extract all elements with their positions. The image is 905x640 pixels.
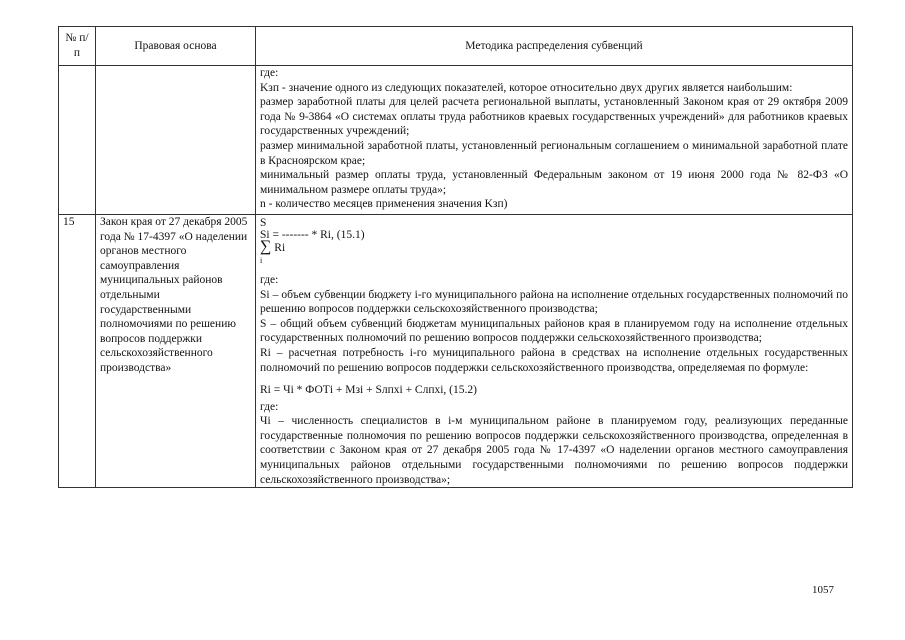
row-number: 15	[59, 214, 96, 487]
definition-s: S – общий объем субвенций бюджетам муниципальных районов края в планируемом году на исполнение отдельных государственных полномочий по решению вопросов поддержки сельскохозяйственного производства;	[260, 317, 848, 345]
cont-line: n - количество месяцев применения значения Kзп)	[260, 198, 508, 211]
definition-si: Si – объем субвенции бюджету i-го муниципального района на исполнение отдельных государственных полномочий по решению вопросов поддержки сельскохозяйственного производства;	[260, 288, 848, 316]
sum-index: i	[260, 255, 263, 265]
cont-line: Kзп - значение одного из следующих показателей, которое относительно двух других является наибольшим:	[260, 81, 793, 94]
table-row-continued	[59, 66, 853, 215]
method-cell	[256, 214, 853, 487]
where-label: где:	[260, 273, 279, 286]
table-row-15	[59, 214, 853, 487]
formula-numerator: S	[260, 216, 267, 229]
cont-number-cell	[59, 66, 96, 215]
cont-method-cell	[256, 66, 853, 215]
where-label-2: где:	[260, 400, 279, 413]
formula-main: Si = ------- * Ri, (15.1)	[260, 228, 365, 241]
formula-15-2: Ri = Чi * ФОТi + Мзi + Sлпхi + Cлпхi, (15.2)	[260, 384, 477, 397]
cont-line: размер заработной платы для целей расчета региональной выплаты, установленный Законом края от 29 октября 2009 года № 9-3864 «О системах оплаты труда работников краевых государственных учреждений» для работников краевых государственных учреждений;	[260, 96, 848, 138]
sum-symbol: ∑	[260, 237, 272, 255]
formula-denominator	[260, 237, 848, 267]
denominator-text: Ri	[274, 241, 286, 254]
cont-basis-cell	[96, 66, 256, 215]
header-legal-basis: Правовая основа	[96, 27, 256, 66]
formula-15-1	[260, 217, 848, 267]
table-header-row	[59, 27, 853, 66]
header-method: Методика распределения субвенций	[256, 27, 853, 66]
definition-chi: Чi – численность специалистов в i-м муниципальном районе в планируемом году, реализующих переданные государственные полномочия по решению вопросов поддержки сельскохозяйственного производства, определенная в соответствии с Законом края от 27 декабря 2005 года № 17-4397 «О наделении органов местного самоуправления муниципальных районов отдельными государственными полномочиями по решению вопросов поддержки сельскохозяйственного производства»;	[260, 415, 848, 486]
cont-line: размер минимальной заработной платы, установленный региональным соглашением о минимальной заработной плате в Красноярском крае;	[260, 139, 848, 167]
subvention-table	[58, 26, 853, 488]
definition-ri: Ri – расчетная потребность i-го муниципального района в средствах на исполнение отдельных государственных полномочий по решению вопросов поддержки сельскохозяйственного производства, определяемая по формуле:	[260, 346, 848, 374]
legal-basis-text: Закон края от 27 декабря 2005 года № 17-4397 «О наделении органов местного самоуправления муниципальных районов отдельными государственными полномочиями по решению вопросов поддержки сельскохозяйственного производства»	[96, 214, 256, 487]
header-number: № п/п	[59, 27, 96, 66]
page-number: 1057	[812, 584, 834, 596]
cont-line: минимальный размер оплаты труда, установленный Федеральным законом от 19 июня 2000 года № 82-ФЗ «О минимальном размере оплаты труда»;	[260, 169, 848, 196]
cont-line: где:	[260, 67, 279, 79]
